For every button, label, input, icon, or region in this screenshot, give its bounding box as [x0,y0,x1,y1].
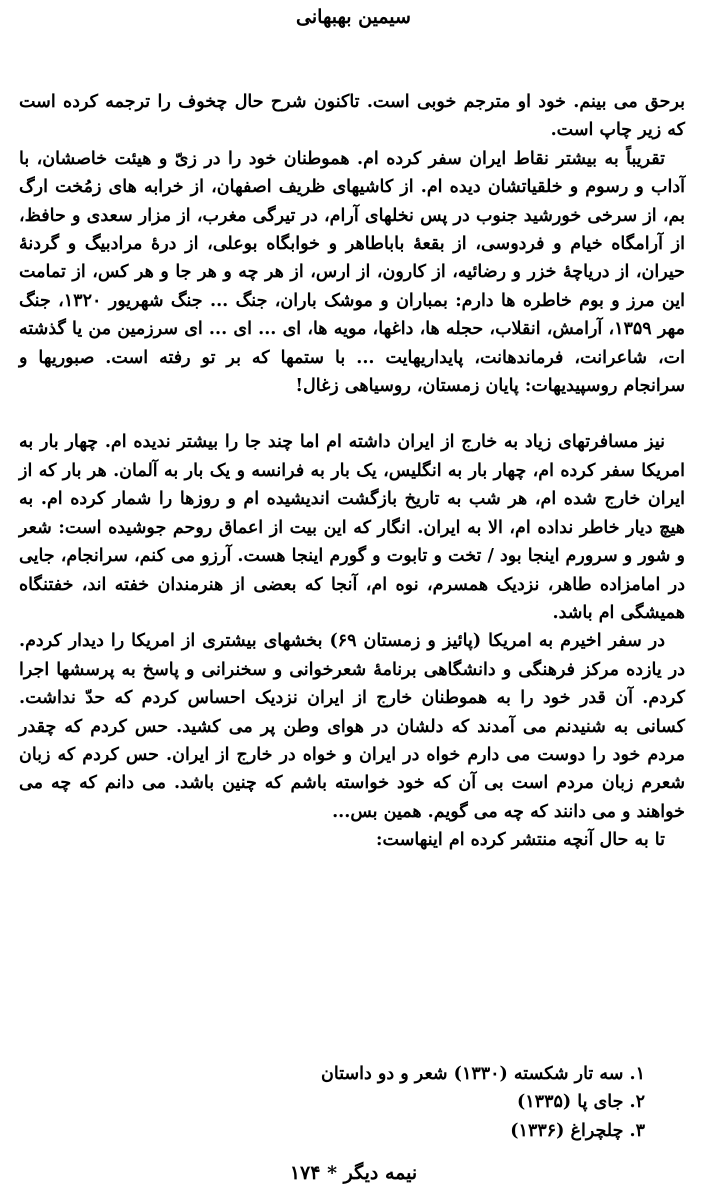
works-list [25,1060,645,1145]
page-footer: نیمه دیگر * ۱۷۴ [289,1162,418,1184]
paragraph-5: تا به حال آنچه منتشر کرده ام اینهاست: [376,830,665,851]
paragraph-3: نیز مسافرتهای زیاد به خارج از ایران داشته ام اما چند جا را بیشتر ندیده ام. چهار بار به امریکا سفر کرده ام، چهار بار به انگلیس، یک بار به فرانسه و یک بار به آلمان. هر بار که از ایران خارج شده ام، هر شب به تاریخ بازگشت اندیشیده ام و روزها را شمار کرده ام. به هیچ دیار خاطر نداده ام، الا به ایران. انگار که این بیت از اعماق روحم جوشیده است: شعر و شور و سرورم اینجا بود / تخت و تابوت و گورم اینجا هست. آرزو می کنم، سرانجام، جایی در امامزاده طاهر، نزدیک همسرم، نوه ام، آنجا که بعضی از هنرمندان خفته اند، خفتنگاه همیشگی ام باشد. [19,432,685,623]
running-header-author: سیمین بهبهانی [296,6,411,28]
body-text [19,88,685,855]
paragraph-1: برحق می بینم. خود او مترجم خوبی است. تاکنون شرح حال چخوف را ترجمه کرده است که زیر چاپ است. [19,92,685,141]
list-item: ۲. جای پا (۱۳۳۵) [517,1092,645,1113]
list-item: ۳. چلچراغ (۱۳۳۶) [510,1120,645,1141]
paragraph-2: تقریباً به بیشتر نقاط ایران سفر کرده ام. هموطنان خود را در زیّ و هیئت خاصشان، با آداب و رسوم و خلقیاتشان دیده ام. از کاشیهای ظریف اصفهان، از خرابه های زمُخت ارگ بم، از سرخی خورشید جنوب در پس نخلهای آرام، در تیرگی مغرب، از مزار سعدی و حافظ، از آرامگاه خیام و فردوسی، از بقعهٔ باباطاهر و خوابگاه بوعلی، از درهٔ مرادبیگ و گردنهٔ حیران، از دریاچهٔ خزر و رضائیه، از کارون، از ارس، از هر چه و هر جا و هر کس، از تمامت این مرز و بوم خاطره ها دارم: بمباران و موشک باران، جنگ ... جنگ شهریور ۱۳۲۰، جنگ مهر ۱۳۵۹، آرامش، انقلاب، حجله ها، داغها، مویه ها، ای ... ای ... ای سرزمین من یا گذشته ات، شاعرانت، فرماندهانت، پایداریهایت ... با ستمها که بر تو رفته است. صبوریها و سرانجام روسپیدیهات: پایان زمستان، روسیاهی زغال! [19,148,685,397]
list-item: ۱. سه تار شکسته (۱۳۳۰) شعر و دو داستان [321,1064,645,1084]
paragraph-4: در سفر اخیرم به امریکا (پائیز و زمستان ۶۹) بخشهای بیشتری از امریکا را دیدار کردم. در یازده مرکز فرهنگی و دانشگاهی برنامهٔ شعرخوانی و سخنرانی و پاسخ به پرسشها اجرا کردم. آن قدر خود را به هموطنان خارج از ایران نزدیک احساس کردم که حدّ نداشت. کسانی به شنیدنم می آمدند که دلشان در هوای وطن پر می کشید. حس کردم که چقدر مردم خود را دوست می دارم خواه در ایران و خواه در خارج از ایران. حس کردم که زبان شعرم زبان مردم است بی آن که خود خواسته باشم که چنین باشد. می دانم که چه می خواهند و می دانند که چه می گویم. همین بس... [19,631,685,822]
